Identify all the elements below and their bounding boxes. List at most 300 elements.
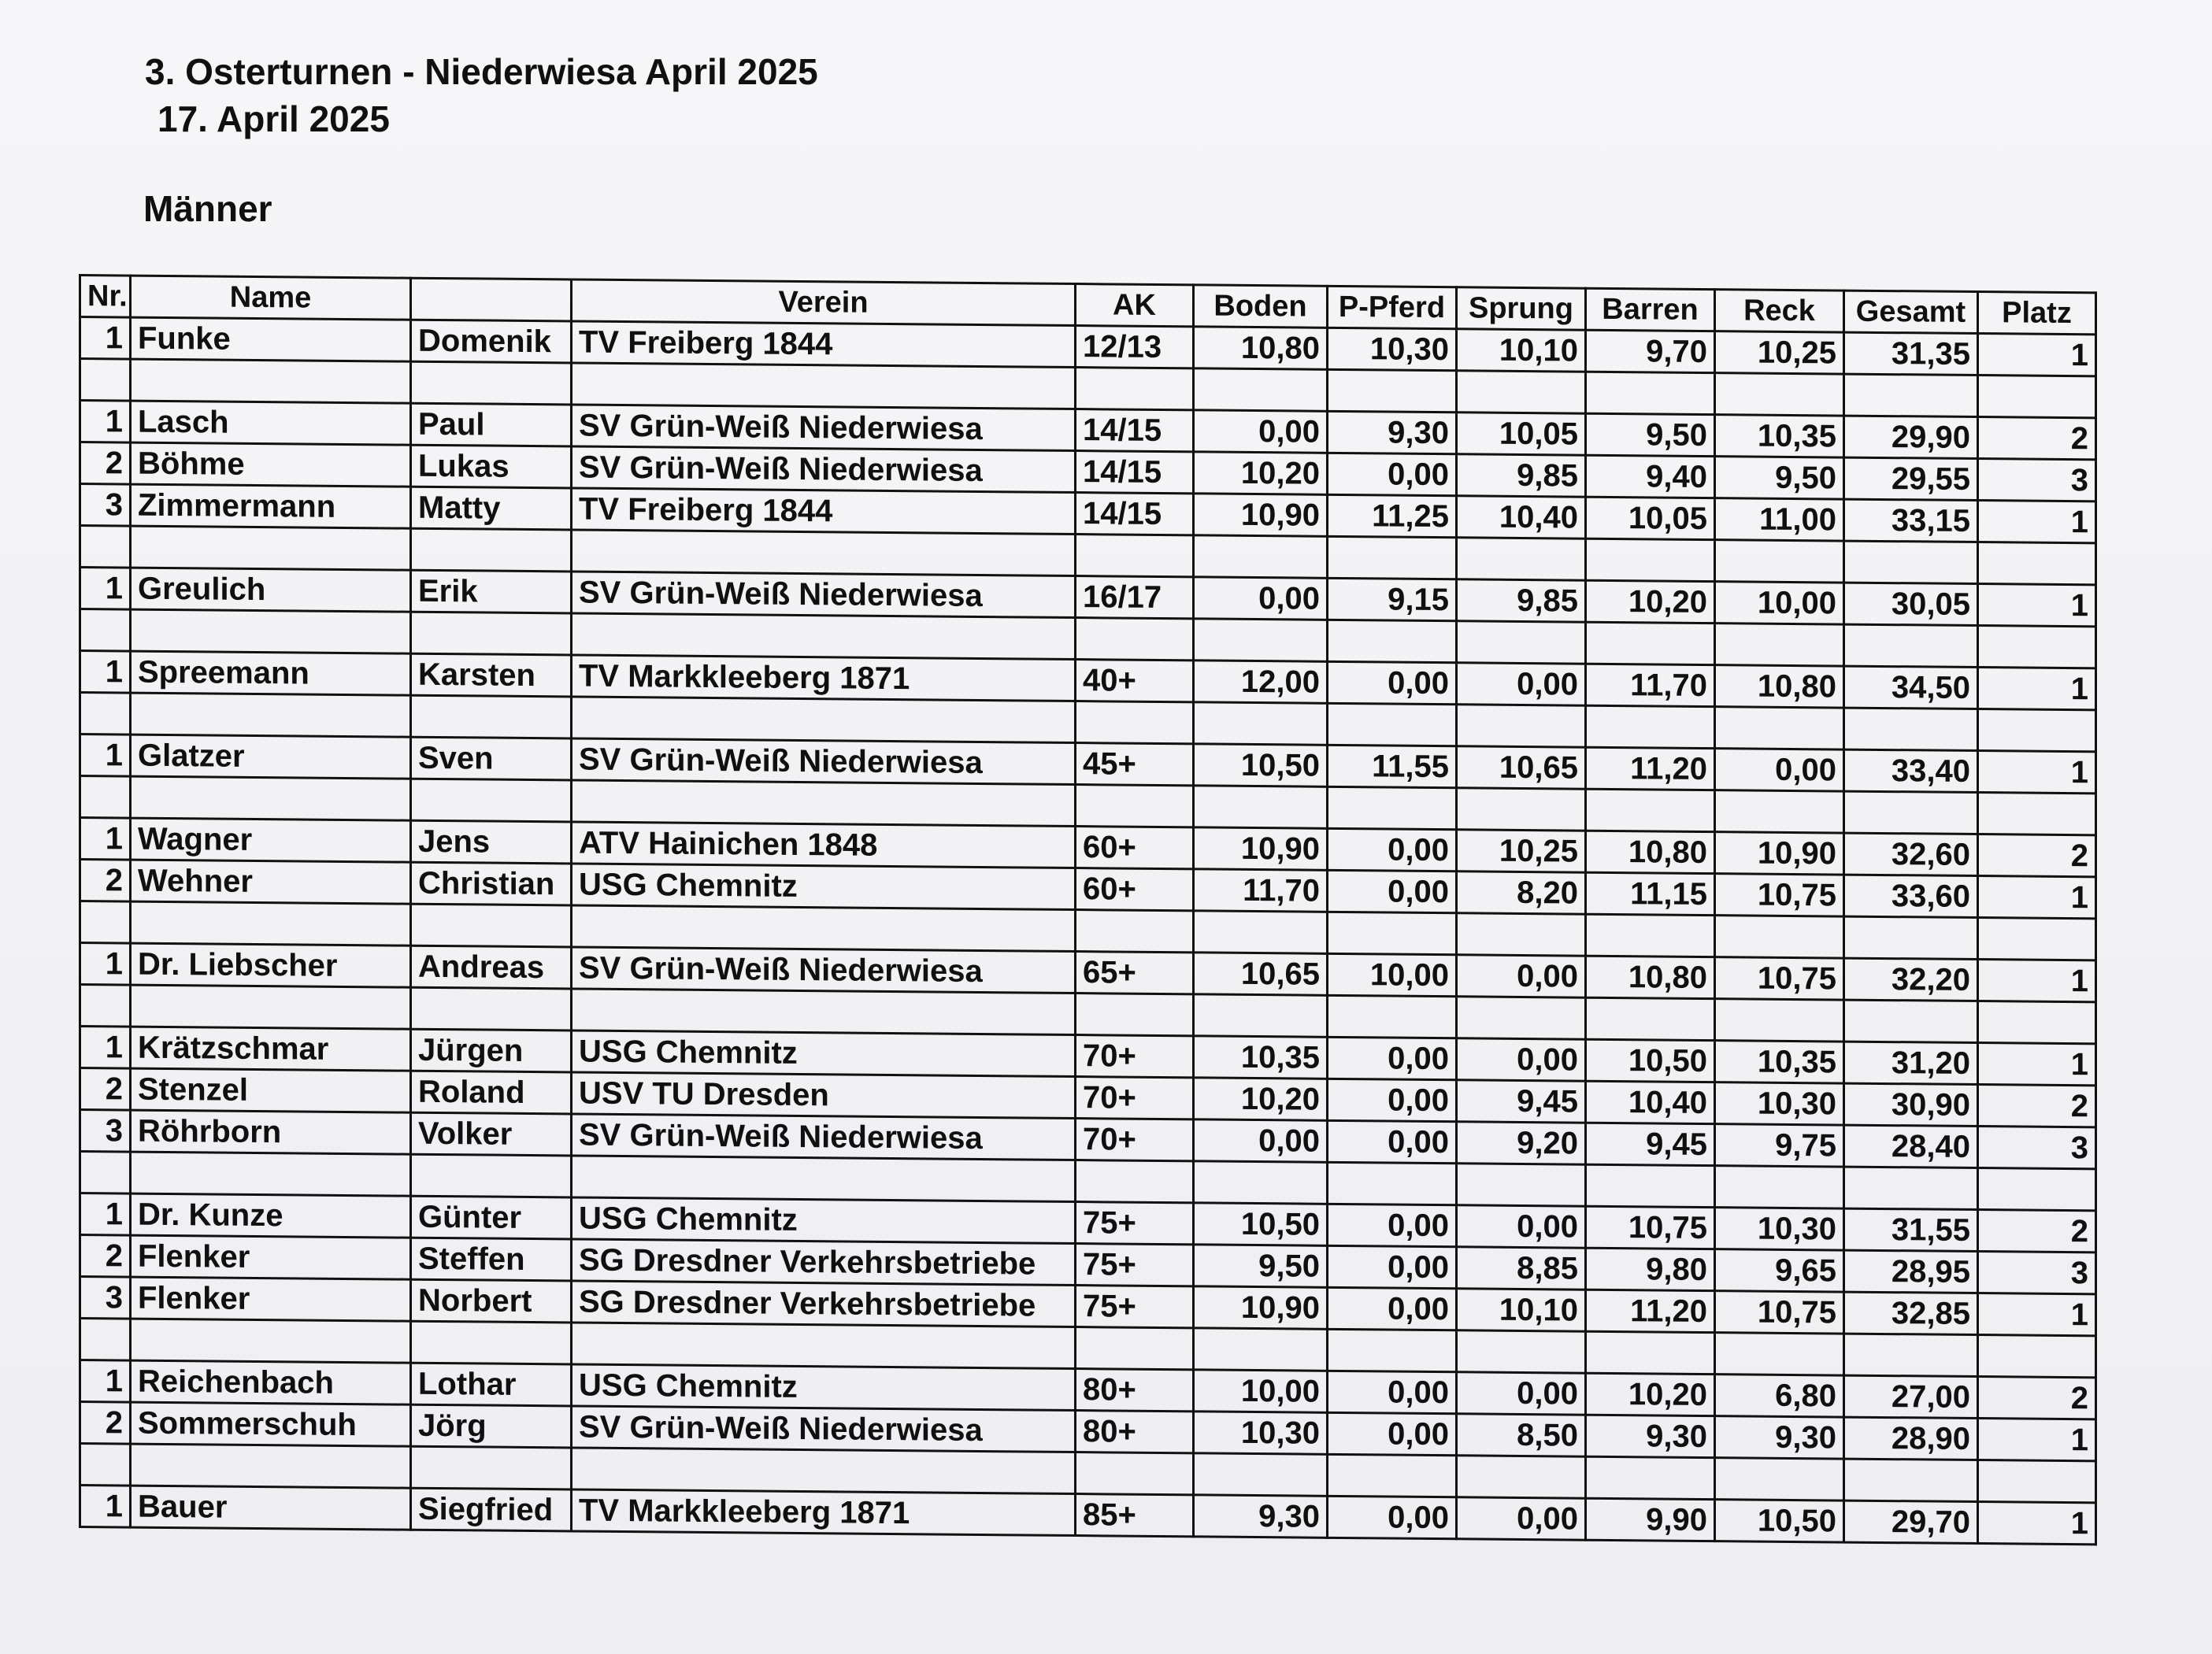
empty-cell <box>1844 791 1978 834</box>
cell-ak: 70+ <box>1076 1077 1194 1119</box>
cell-platz: 1 <box>1978 1419 2096 1461</box>
cell-firstname: Siegfried <box>411 1488 572 1531</box>
empty-cell <box>411 904 572 947</box>
cell-lastname: Stenzel <box>131 1068 411 1112</box>
empty-cell <box>1978 626 2096 668</box>
cell-sprung: 8,20 <box>1457 871 1586 914</box>
cell-lastname: Röhrborn <box>131 1110 411 1154</box>
cell-verein: SV Grün-Weiß Niederwiesa <box>572 1406 1076 1452</box>
cell-lastname: Flenker <box>131 1277 411 1321</box>
cell-gesamt: 33,15 <box>1844 499 1978 542</box>
empty-cell <box>1457 705 1586 747</box>
cell-barren: 10,80 <box>1586 956 1715 998</box>
cell-sprung: 10,65 <box>1457 746 1586 789</box>
empty-cell <box>80 609 131 652</box>
cell-sprung: 8,50 <box>1457 1414 1586 1456</box>
document-title: 3. Osterturnen - Niederwiesa April 2025 <box>145 51 818 92</box>
cell-reck: 0,00 <box>1715 749 1844 791</box>
cell-gesamt: 29,55 <box>1844 457 1978 500</box>
cell-gesamt: 30,05 <box>1844 583 1978 625</box>
column-header-gesamt: Gesamt <box>1844 290 1978 333</box>
cell-sprung: 10,25 <box>1457 830 1586 872</box>
cell-nr: 1 <box>80 651 131 694</box>
cell-boden: 0,00 <box>1194 410 1328 453</box>
cell-p-pferd: 10,30 <box>1328 327 1457 370</box>
empty-cell <box>1076 618 1194 660</box>
cell-p-pferd: 0,00 <box>1328 1287 1457 1330</box>
cell-p-pferd: 0,00 <box>1328 1120 1457 1163</box>
empty-cell <box>1844 916 1978 959</box>
empty-cell <box>1457 621 1586 664</box>
cell-boden: 11,70 <box>1194 869 1328 912</box>
cell-sprung: 0,00 <box>1457 663 1586 705</box>
cell-sprung: 0,00 <box>1457 1372 1586 1415</box>
cell-barren: 9,45 <box>1586 1123 1715 1165</box>
results-table <box>79 274 2097 1545</box>
cell-sprung: 0,00 <box>1457 1497 1586 1540</box>
empty-cell <box>411 1446 572 1489</box>
cell-reck: 9,50 <box>1715 457 1844 499</box>
cell-boden: 12,00 <box>1194 660 1328 703</box>
cell-boden: 10,65 <box>1194 953 1328 995</box>
cell-sprung: 0,00 <box>1457 1205 1586 1248</box>
empty-cell <box>411 987 572 1031</box>
cell-nr: 2 <box>80 442 131 485</box>
cell-verein: SV Grün-Weiß Niederwiesa <box>572 446 1076 493</box>
empty-cell <box>80 776 131 819</box>
cell-boden: 10,90 <box>1194 494 1328 536</box>
column-header-reck: Reck <box>1715 290 1844 332</box>
cell-p-pferd: 0,00 <box>1328 1037 1457 1079</box>
cell-boden: 0,00 <box>1194 577 1328 620</box>
cell-barren: 9,40 <box>1586 455 1715 498</box>
empty-cell <box>572 363 1076 409</box>
cell-nr: 1 <box>80 1360 131 1403</box>
cell-firstname: Andreas <box>411 945 572 989</box>
cell-reck: 10,50 <box>1715 1500 1844 1542</box>
cell-lastname: Krätzschmar <box>131 1027 411 1071</box>
cell-reck: 10,90 <box>1715 832 1844 875</box>
empty-cell <box>80 901 131 944</box>
empty-cell <box>1076 1452 1194 1495</box>
empty-cell <box>411 695 572 738</box>
cell-p-pferd: 0,00 <box>1328 1371 1457 1413</box>
cell-nr: 1 <box>80 1486 131 1528</box>
cell-verein: TV Markkleeberg 1871 <box>572 655 1076 701</box>
empty-cell <box>1076 1160 1194 1203</box>
empty-cell <box>1586 705 1715 748</box>
empty-cell <box>1194 786 1328 828</box>
empty-cell <box>1076 368 1194 410</box>
empty-cell <box>1328 912 1457 954</box>
column-header-boden: Boden <box>1194 285 1328 327</box>
cell-firstname: Matty <box>411 487 572 530</box>
empty-cell <box>411 779 572 822</box>
empty-cell <box>1194 702 1328 745</box>
empty-cell <box>1978 376 2096 418</box>
cell-gesamt: 31,55 <box>1844 1208 1978 1251</box>
cell-gesamt: 31,35 <box>1844 332 1978 375</box>
cell-verein: SV Grün-Weiß Niederwiesa <box>572 947 1076 994</box>
cell-gesamt: 29,70 <box>1844 1500 1978 1543</box>
empty-cell <box>1457 1330 1586 1373</box>
cell-sprung: 0,00 <box>1457 1038 1586 1081</box>
section-heading: Männer <box>143 188 272 229</box>
empty-cell <box>1457 913 1586 956</box>
cell-lastname: Sommerschuh <box>131 1402 411 1446</box>
cell-gesamt: 28,95 <box>1844 1250 1978 1293</box>
cell-barren: 9,70 <box>1586 330 1715 372</box>
cell-boden: 9,30 <box>1194 1495 1328 1537</box>
empty-cell <box>1076 910 1194 953</box>
column-header-sprung: Sprung <box>1457 287 1586 330</box>
empty-cell <box>572 613 1076 660</box>
cell-p-pferd: 0,00 <box>1328 453 1457 495</box>
empty-cell <box>1586 997 1715 1040</box>
cell-firstname: Steffen <box>411 1238 572 1281</box>
empty-cell <box>1457 1456 1586 1498</box>
cell-firstname: Volker <box>411 1112 572 1156</box>
cell-ak: 14/15 <box>1076 409 1194 452</box>
cell-platz: 3 <box>1978 1127 2096 1169</box>
cell-lastname: Böhme <box>131 442 411 487</box>
empty-cell <box>131 901 411 945</box>
cell-reck: 6,80 <box>1715 1375 1844 1417</box>
empty-cell <box>131 693 411 737</box>
column-header-ak: AK <box>1076 284 1194 327</box>
empty-cell <box>1715 540 1844 583</box>
cell-reck: 10,25 <box>1715 331 1844 374</box>
empty-cell <box>1586 789 1715 831</box>
empty-cell <box>572 1323 1076 1369</box>
empty-cell <box>131 1152 411 1196</box>
cell-nr: 1 <box>80 568 131 610</box>
cell-firstname: Karsten <box>411 653 572 697</box>
cell-firstname: Günter <box>411 1196 572 1239</box>
cell-nr: 3 <box>80 1110 131 1153</box>
cell-p-pferd: 0,00 <box>1328 1079 1457 1121</box>
cell-gesamt: 32,60 <box>1844 833 1978 875</box>
empty-cell <box>1844 1334 1978 1376</box>
cell-platz: 1 <box>1978 334 2096 376</box>
cell-platz: 2 <box>1978 1085 2096 1127</box>
cell-reck: 9,65 <box>1715 1249 1844 1292</box>
empty-cell <box>80 693 131 735</box>
empty-cell <box>131 1444 411 1488</box>
cell-gesamt: 34,50 <box>1844 666 1978 709</box>
cell-sprung: 8,85 <box>1457 1247 1586 1290</box>
cell-verein: TV Freiberg 1844 <box>572 488 1076 535</box>
empty-cell <box>1457 538 1586 580</box>
cell-gesamt: 33,60 <box>1844 875 1978 917</box>
cell-platz: 1 <box>1978 501 2096 543</box>
empty-cell <box>1586 538 1715 581</box>
empty-cell <box>572 697 1076 743</box>
cell-p-pferd: 11,55 <box>1328 745 1457 787</box>
empty-cell <box>80 1319 131 1361</box>
cell-p-pferd: 10,00 <box>1328 953 1457 996</box>
cell-boden: 10,90 <box>1194 1286 1328 1329</box>
cell-verein: USG Chemnitz <box>572 1031 1076 1077</box>
cell-reck: 9,30 <box>1715 1416 1844 1459</box>
cell-ak: 80+ <box>1076 1369 1194 1412</box>
empty-cell <box>1457 371 1586 413</box>
cell-nr: 2 <box>80 860 131 902</box>
cell-verein: SV Grün-Weiß Niederwiesa <box>572 572 1076 618</box>
empty-cell <box>411 1321 572 1364</box>
cell-ak: 75+ <box>1076 1202 1194 1245</box>
column-header-platz: Platz <box>1978 292 2096 335</box>
cell-platz: 2 <box>1978 417 2096 460</box>
empty-cell <box>1194 911 1328 953</box>
empty-cell <box>1328 703 1457 746</box>
cell-lastname: Bauer <box>131 1486 411 1530</box>
cell-nr: 1 <box>80 1193 131 1236</box>
empty-cell <box>1715 790 1844 833</box>
cell-lastname: Flenker <box>131 1235 411 1279</box>
empty-cell <box>131 359 411 403</box>
cell-nr: 1 <box>80 818 131 860</box>
cell-ak: 70+ <box>1076 1035 1194 1078</box>
cell-nr: 2 <box>80 1068 131 1111</box>
empty-cell <box>1194 368 1328 411</box>
empty-cell <box>1844 1459 1978 1501</box>
event-date: 17. April 2025 <box>157 98 390 139</box>
cell-ak: 75+ <box>1076 1244 1194 1286</box>
cell-lastname: Glatzer <box>131 734 411 779</box>
empty-cell <box>1978 1335 2096 1378</box>
empty-cell <box>1844 374 1978 416</box>
cell-p-pferd: 9,15 <box>1328 578 1457 620</box>
cell-platz: 1 <box>1978 751 2096 794</box>
empty-cell <box>1194 619 1328 661</box>
cell-p-pferd: 11,25 <box>1328 494 1457 537</box>
empty-cell <box>131 985 411 1029</box>
cell-firstname: Roland <box>411 1071 572 1114</box>
empty-cell <box>1328 786 1457 829</box>
cell-ak: 65+ <box>1076 952 1194 994</box>
cell-lastname: Lasch <box>131 401 411 445</box>
cell-verein: SV Grün-Weiß Niederwiesa <box>572 738 1076 785</box>
cell-reck: 10,35 <box>1715 415 1844 457</box>
empty-cell <box>1586 1331 1715 1374</box>
cell-platz: 1 <box>1978 1502 2096 1545</box>
cell-firstname: Jürgen <box>411 1029 572 1072</box>
empty-cell <box>1978 793 2096 835</box>
empty-cell <box>1844 624 1978 667</box>
cell-sprung: 10,10 <box>1457 1289 1586 1331</box>
empty-cell <box>1978 918 2096 960</box>
empty-cell <box>1457 788 1586 831</box>
cell-sprung: 9,85 <box>1457 454 1586 497</box>
cell-firstname: Christian <box>411 862 572 905</box>
cell-sprung: 10,05 <box>1457 413 1586 455</box>
empty-cell <box>1076 535 1194 577</box>
cell-nr: 1 <box>80 401 131 443</box>
cell-p-pferd: 0,00 <box>1328 1412 1457 1455</box>
cell-boden: 10,20 <box>1194 452 1328 494</box>
cell-gesamt: 29,90 <box>1844 416 1978 458</box>
cell-barren: 11,20 <box>1586 747 1715 790</box>
cell-reck: 11,00 <box>1715 498 1844 541</box>
empty-cell <box>1328 369 1457 412</box>
empty-cell <box>1076 701 1194 744</box>
cell-boden: 10,50 <box>1194 744 1328 786</box>
empty-cell <box>131 1319 411 1363</box>
cell-firstname: Lothar <box>411 1363 572 1406</box>
empty-cell <box>1844 541 1978 583</box>
cell-nr: 2 <box>80 1402 131 1445</box>
cell-platz: 1 <box>1978 1043 2096 1086</box>
cell-reck: 10,00 <box>1715 582 1844 624</box>
cell-boden: 10,00 <box>1194 1370 1328 1412</box>
column-header-nr: Nr. <box>80 276 131 318</box>
cell-barren: 10,20 <box>1586 580 1715 623</box>
cell-lastname: Greulich <box>131 568 411 612</box>
cell-lastname: Wehner <box>131 860 411 904</box>
cell-platz: 2 <box>1978 1210 2096 1253</box>
cell-reck: 9,75 <box>1715 1124 1844 1167</box>
cell-gesamt: 28,90 <box>1844 1417 1978 1460</box>
cell-sprung: 0,00 <box>1457 955 1586 997</box>
empty-cell <box>1328 1454 1457 1497</box>
empty-cell <box>572 780 1076 827</box>
cell-platz: 1 <box>1978 584 2096 627</box>
empty-cell <box>1328 1162 1457 1204</box>
cell-nr: 1 <box>80 1027 131 1069</box>
empty-cell <box>572 1448 1076 1494</box>
cell-lastname: Dr. Liebscher <box>131 943 411 987</box>
cell-barren: 11,20 <box>1586 1290 1715 1332</box>
cell-nr: 1 <box>80 734 131 777</box>
cell-ak: 75+ <box>1076 1286 1194 1328</box>
empty-cell <box>1715 916 1844 958</box>
cell-p-pferd: 0,00 <box>1328 661 1457 704</box>
cell-reck: 10,75 <box>1715 874 1844 916</box>
empty-cell <box>1844 708 1978 750</box>
cell-barren: 10,40 <box>1586 1081 1715 1123</box>
cell-barren: 10,20 <box>1586 1373 1715 1415</box>
empty-cell <box>1328 536 1457 579</box>
cell-reck: 10,75 <box>1715 957 1844 1000</box>
empty-cell <box>1194 535 1328 578</box>
cell-ak: 12/13 <box>1076 326 1194 368</box>
cell-platz: 3 <box>1978 1252 2096 1294</box>
cell-reck: 10,30 <box>1715 1082 1844 1125</box>
cell-firstname: Sven <box>411 737 572 780</box>
cell-p-pferd: 0,00 <box>1328 1204 1457 1246</box>
empty-cell <box>1978 709 2096 752</box>
empty-cell <box>1457 997 1586 1039</box>
empty-cell <box>411 612 572 655</box>
cell-ak: 16/17 <box>1076 576 1194 619</box>
cell-ak: 40+ <box>1076 660 1194 702</box>
empty-cell <box>1076 1327 1194 1370</box>
cell-verein: USG Chemnitz <box>572 1197 1076 1244</box>
cell-barren: 9,50 <box>1586 413 1715 456</box>
cell-ak: 80+ <box>1076 1411 1194 1453</box>
empty-cell <box>80 985 131 1027</box>
cell-firstname: Jens <box>411 820 572 864</box>
empty-cell <box>80 526 131 568</box>
cell-platz: 1 <box>1978 960 2096 1002</box>
cell-barren: 9,80 <box>1586 1248 1715 1290</box>
empty-cell <box>1194 1328 1328 1371</box>
cell-boden: 0,00 <box>1194 1119 1328 1162</box>
cell-barren: 10,50 <box>1586 1039 1715 1082</box>
empty-cell <box>1328 1329 1457 1371</box>
empty-cell <box>1978 1168 2096 1211</box>
cell-p-pferd: 0,00 <box>1328 1245 1457 1288</box>
empty-cell <box>1328 995 1457 1038</box>
empty-cell <box>1586 622 1715 664</box>
cell-gesamt: 33,40 <box>1844 749 1978 792</box>
cell-verein: SV Grün-Weiß Niederwiesa <box>572 405 1076 451</box>
cell-lastname: Funke <box>131 317 411 361</box>
cell-ak: 60+ <box>1076 827 1194 869</box>
cell-platz: 1 <box>1978 876 2096 919</box>
cell-sprung: 9,85 <box>1457 579 1586 622</box>
cell-boden: 10,35 <box>1194 1036 1328 1079</box>
cell-lastname: Dr. Kunze <box>131 1193 411 1238</box>
empty-cell <box>1328 620 1457 662</box>
cell-p-pferd: 0,00 <box>1328 870 1457 912</box>
empty-cell <box>411 1154 572 1197</box>
column-header-barren: Barren <box>1586 288 1715 331</box>
column-header-p-pferd: P-Pferd <box>1328 286 1457 328</box>
cell-verein: TV Markkleeberg 1871 <box>572 1489 1076 1536</box>
empty-cell <box>572 989 1076 1035</box>
empty-cell <box>1586 1456 1715 1499</box>
cell-gesamt: 28,40 <box>1844 1125 1978 1167</box>
cell-nr: 3 <box>80 1277 131 1319</box>
cell-lastname: Reichenbach <box>131 1360 411 1404</box>
cell-boden: 9,50 <box>1194 1245 1328 1287</box>
cell-gesamt: 27,00 <box>1844 1375 1978 1418</box>
empty-cell <box>1715 623 1844 666</box>
cell-reck: 10,80 <box>1715 665 1844 708</box>
cell-barren: 9,30 <box>1586 1415 1715 1457</box>
column-header-firstname <box>411 278 572 321</box>
cell-barren: 11,15 <box>1586 872 1715 915</box>
empty-cell <box>131 776 411 820</box>
empty-cell <box>1194 1453 1328 1496</box>
cell-ak: 14/15 <box>1076 493 1194 535</box>
cell-nr: 3 <box>80 484 131 527</box>
cell-gesamt: 31,20 <box>1844 1042 1978 1084</box>
cell-boden: 10,90 <box>1194 827 1328 870</box>
empty-cell <box>572 905 1076 952</box>
cell-barren: 10,05 <box>1586 497 1715 539</box>
cell-boden: 10,20 <box>1194 1078 1328 1120</box>
empty-cell <box>1586 372 1715 414</box>
cell-ak: 45+ <box>1076 743 1194 786</box>
cell-boden: 10,80 <box>1194 327 1328 369</box>
column-header-verein: Verein <box>572 279 1076 326</box>
cell-lastname: Spreemann <box>131 651 411 695</box>
cell-ak: 60+ <box>1076 868 1194 911</box>
cell-ak: 70+ <box>1076 1119 1194 1161</box>
cell-platz: 1 <box>1978 668 2096 710</box>
cell-gesamt: 32,20 <box>1844 958 1978 1001</box>
empty-cell <box>131 609 411 653</box>
cell-p-pferd: 9,30 <box>1328 411 1457 453</box>
empty-cell <box>1715 373 1844 416</box>
empty-cell <box>1586 1164 1715 1207</box>
empty-cell <box>1978 542 2096 585</box>
cell-sprung: 10,10 <box>1457 329 1586 372</box>
empty-cell <box>1076 994 1194 1036</box>
